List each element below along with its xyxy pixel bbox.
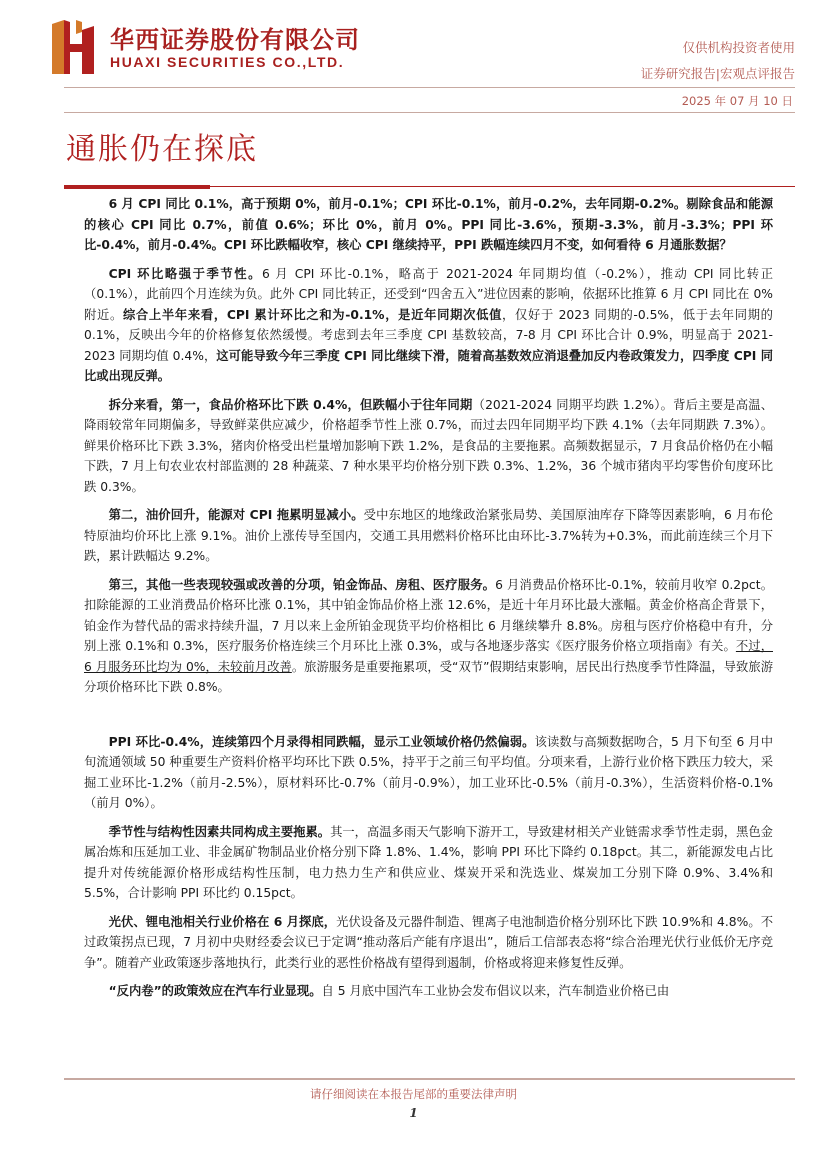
- legal-disclaimer-note: 请仔细阅读在本报告尾部的重要法律声明: [310, 1087, 517, 1101]
- section-gap: [84, 698, 773, 732]
- food-price-text: （2021-2024 同期平均跌 1.2%）。背后主要是高温、降雨较常年同期偏多，导致鲜菜供应减少，价格超季节性上涨 0.7%，而过去四年同期平均下跌 4.1%（去年同期跌 7.3%）。鲜果价格环比下跌 3.3%，猪肉价格受出栏量增加影响下跌 1.2%，是食品的主要拖累。高频数据显示，7 月食品价格仍在小幅下跌，7 月上旬农业农村部监测的 28 种蔬菜、7 种水果平均价格分别下跌 0.3%、1.2%，36 个城市猪肉平均零售价旬度环比跌 0.3%。: [84, 397, 774, 494]
- other-items-heading: 第三，其他一些表现较强或改善的分项，铂金饰品、房租、医疗服务。: [108, 577, 496, 592]
- summary-paragraph: 6 月 CPI 同比 0.1%，高于预期 0%，前月-0.1%；CPI 环比-0.1%，前月-0.2%，去年同期-0.2%。剔除食品和能源的核心 CPI 同比 0.7%，前值 0.6%；环比 0%，前月 0%。PPI 同比-3.6%，预期-3.3%，前月-3.3%；PPI 环比-0.4%，前月-0.4%。CPI 环比跌幅收窄，核心 CPI 继续持平，PPI 跌幅连续四月不变，如何看待 6 月通胀数据？: [84, 197, 773, 252]
- audience-tag: 仅供机构投资者使用: [682, 40, 795, 55]
- report-date: 2025 年 07 月 10 日: [681, 94, 793, 108]
- seasonal-structural-paragraph: [84, 822, 773, 904]
- report-title: 通胀仍在探底: [66, 132, 258, 167]
- auto-industry-paragraph: [84, 981, 773, 1002]
- energy-price-paragraph: [84, 505, 773, 567]
- cpi-seasonality-text: 6 月 CPI 环比-0.1%，略高于 2021-2024 年同期均值（-0.2%），推动 CPI 同比转正（0.1%），此前四个月连续为负。此外 CPI 同比转正，还受到“四舍五入”进位因素的影响，依据环比推算 6 月 CPI 同比在 0%附近。: [84, 266, 773, 322]
- report-body: [84, 194, 773, 1002]
- cpi-seasonality-paragraph: [84, 264, 773, 387]
- brand-name-en: HUAXI SECURITIES CO.,LTD.: [110, 54, 345, 70]
- footer-divider: [64, 1078, 795, 1080]
- seasonal-structural-heading: 季节性与结构性因素共同构成主要拖累。: [108, 824, 331, 839]
- cpi-seasonality-heading: CPI 环比略强于季节性。: [108, 266, 263, 281]
- ppi-text: 该读数与高频数据吻合，5 月下旬至 6 月中旬流通领域 50 种重要生产资料价格平均环比下跌 0.5%，持平于之前三旬平均值。分项来看，上游行业价格下跌压力较大，采掘工业环比-1.2%（前月-2.5%），原材料环比-0.7%（前月-0.9%），加工业环比-0.5%（前月-0.3%），生活资料价格-0.1%（前月 0%）。: [84, 734, 774, 810]
- other-items-paragraph: [84, 575, 773, 698]
- report-type-tag: 证券研究报告|宏观点评报告: [640, 66, 795, 81]
- page-number: 1: [409, 1106, 418, 1120]
- title-underline: [210, 186, 795, 187]
- food-price-paragraph: [84, 395, 773, 498]
- pv-battery-text: 光伏设备及元器件制造、锂离子电池制造价格分别环比下跌 10.9%和 4.8%。不过政策拐点已现，7 月初中央财经委会议已于定调“推动落后产能有序退出”，随后工信部表态将“综合治理光伏行业低价无序竞争”。随着产业政策逐步落地执行，此类行业的恶性价格战有望得到遏制，价格或将迎来修复性反弹。: [84, 914, 774, 970]
- header-divider: [64, 87, 795, 88]
- auto-industry-text: 自 5 月底中国汽车工业协会发布倡议以来，汽车制造业价格已由: [321, 984, 670, 998]
- ppi-heading: PPI 环比-0.4%，连续第四个月录得相同跌幅，显示工业领域价格仍然偏弱。: [108, 734, 535, 749]
- energy-price-text: 受中东地区的地缘政治紧张局势、美国原油库存下降等因素影响，6 月布伦特原油均价环比上涨 9.1%。油价上涨传导至国内，交通工具用燃料价格环比由环比-3.7%转为+0.3%，而此前连续三个月下跌，累计跌幅达 9.2%。: [84, 508, 773, 563]
- pv-battery-heading: 光伏、锂电池相关行业价格在 6 月探底，: [108, 914, 337, 929]
- ppi-paragraph: [84, 732, 773, 814]
- other-items-text: 6 月消费品价格环比-0.1%，较前月收窄 0.2pct。扣除能源的工业消费品价格环比涨 0.1%，其中铂金饰品价格上涨 12.6%，是近十年月环比最大涨幅。黄金价格高企背景下，铂金作为替代品的需求持续升温，7 月以来上金所铂金现货平均价格相比 6 月继续攀升 8.8%。房租与医疗价格稳中有升，分别上涨 0.1%和 0.3%，医疗服务价格连续三个月环比上涨 0.3%，或与各地逐步落实《医疗服务价格立项指南》有关。: [84, 577, 773, 653]
- cpi-half-year-highlight: 综合上半年来看，CPI 累计环比之和为-0.1%，是近年同期次低值: [122, 307, 503, 322]
- services-underlined-note: 不过，6 月服务环比均为 0%，未较前月改善: [84, 639, 773, 674]
- pv-battery-paragraph: [84, 912, 773, 974]
- brand-name-cn: 华西证券股份有限公司: [110, 26, 360, 54]
- cpi-outlook-highlight: 这可能导致今年三季度 CPI 同比继续下滑，随着高基数效应消退叠加反内卷政策发力，四季度 CPI 同比或出现反弹。: [84, 348, 773, 383]
- auto-industry-heading: “反内卷”的政策效应在汽车行业显现。: [108, 984, 322, 998]
- cpi-half-year-text: ，仅好于 2023 同期的-0.5%，低于去年同期的 0.1%，反映出今年的价格修复依然缓慢。考虑到去年三季度 CPI 基数较高，7-8 月 CPI 环比合计 0.9%，明显高于 2021-2023 同期均值 0.4%，: [84, 307, 773, 363]
- food-price-heading: 拆分来看，第一，食品价格环比下跌 0.4%，但跌幅小于往年同期: [108, 397, 473, 412]
- seasonal-structural-text: 其一，高温多雨天气影响下游开工，导致建材相关产业链需求季节性走弱，黑色金属冶炼和压延加工业、非金属矿物制品业价格分别下降 1.8%、1.4%，影响 PPI 环比下降约 0.18pct。其二，新能源发电占比提升对传统能源价格形成结构性压制，电力热力生产和供应业、煤炭开采和洗选业、煤炭加工分别下降 0.9%、3.4%和 5.5%，合计影响 PPI 环比约 0.15pct。: [84, 824, 773, 900]
- title-accent-bar: [64, 185, 210, 189]
- huaxi-logo-icon: [50, 20, 96, 74]
- energy-price-heading: 第二，油价回升，能源对 CPI 拖累明显减小。: [108, 508, 364, 522]
- other-items-text-2: 。旅游服务是重要拖累项，受“双节”假期结束影响，居民出行热度季节性降温，导致旅游分项价格环比下跌 0.8%。: [84, 659, 773, 694]
- date-divider: [64, 112, 795, 113]
